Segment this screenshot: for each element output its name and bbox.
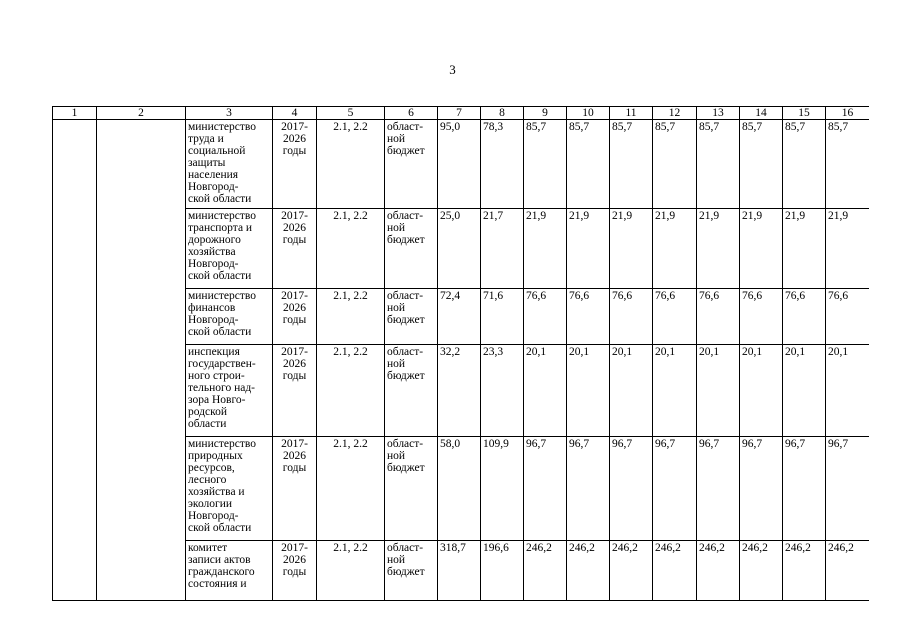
value-cell: 85,7 (697, 120, 740, 209)
column-header: 11 (610, 107, 653, 120)
period-cell-line: 2017- (281, 210, 308, 222)
period-cell-line: 2017- (281, 542, 308, 554)
value-cell: 20,1 (567, 345, 610, 437)
period-cell-line: 2017- (281, 346, 308, 358)
funding-source-cell-line: бюджет (387, 234, 425, 246)
executor-cell-line: ской области (188, 270, 252, 282)
value-cell: 72,4 (438, 289, 481, 345)
funding-source-cell-line: бюджет (387, 145, 425, 157)
value-cell: 246,2 (783, 541, 826, 601)
value-cell: 76,6 (653, 289, 697, 345)
value-cell: 78,3 (481, 120, 524, 209)
executor-cell-line: зора Новго- (188, 394, 246, 406)
empty-cell-col2 (97, 120, 186, 601)
value-cell: 246,2 (610, 541, 653, 601)
column-header: 7 (438, 107, 481, 120)
funding-source-cell (385, 345, 438, 437)
executor-cell-line: государствен- (188, 358, 256, 370)
executor-cell-line: Новгород- (188, 510, 239, 522)
funding-source-cell-line: бюджет (387, 566, 425, 578)
value-cell: 23,3 (481, 345, 524, 437)
executor-cell (186, 541, 273, 601)
value-cell: 20,1 (697, 345, 740, 437)
column-header: 1 (53, 107, 97, 120)
executor-cell-line: министерство (188, 121, 256, 133)
column-header: 13 (697, 107, 740, 120)
executor-cell-line: министерство (188, 290, 256, 302)
value-cell: 246,2 (697, 541, 740, 601)
funding-source-cell-line: ной (387, 222, 406, 234)
value-cell: 76,6 (826, 289, 870, 345)
funding-source-cell-line: област- (387, 542, 424, 554)
funding-source-cell-line: област- (387, 290, 424, 302)
value-cell: 21,9 (826, 209, 870, 289)
value-cell: 76,6 (783, 289, 826, 345)
column-header: 5 (317, 107, 385, 120)
task-number-cell: 2.1, 2.2 (317, 289, 385, 345)
period-cell-line: 2026 (283, 302, 306, 314)
value-cell: 21,9 (524, 209, 567, 289)
funding-source-cell-line: област- (387, 210, 424, 222)
value-cell: 109,9 (481, 437, 524, 541)
value-cell: 196,6 (481, 541, 524, 601)
executor-cell-line: защиты (188, 157, 226, 169)
executor-cell-line: социальной (188, 145, 246, 157)
value-cell: 25,0 (438, 209, 481, 289)
value-cell: 76,6 (610, 289, 653, 345)
value-cell: 21,7 (481, 209, 524, 289)
value-cell: 246,2 (653, 541, 697, 601)
value-cell: 85,7 (653, 120, 697, 209)
value-cell: 246,2 (567, 541, 610, 601)
funding-source-cell-line: ной (387, 450, 406, 462)
task-number-cell: 2.1, 2.2 (317, 345, 385, 437)
funding-source-cell-line: бюджет (387, 462, 425, 474)
executor-cell-line: тельного над- (188, 382, 256, 394)
value-cell: 20,1 (740, 345, 783, 437)
value-cell: 76,6 (524, 289, 567, 345)
period-cell-line: 2026 (283, 450, 306, 462)
executor-cell (186, 437, 273, 541)
task-number-cell: 2.1, 2.2 (317, 209, 385, 289)
period-cell-line: 2026 (283, 133, 306, 145)
funding-source-cell-line: област- (387, 438, 424, 450)
table-body (53, 120, 870, 601)
executor-cell-line: дорожного (188, 234, 241, 246)
executor-cell-line: ской области (188, 522, 252, 534)
value-cell: 76,6 (740, 289, 783, 345)
executor-cell-line: лесного (188, 474, 227, 486)
executor-cell-line: ного строи- (188, 370, 245, 382)
value-cell: 96,7 (783, 437, 826, 541)
task-number-cell: 2.1, 2.2 (317, 120, 385, 209)
column-header: 16 (826, 107, 870, 120)
executor-cell-line: труда и (188, 133, 224, 145)
value-cell: 85,7 (740, 120, 783, 209)
value-cell: 96,7 (653, 437, 697, 541)
executor-cell-line: финансов (188, 302, 236, 314)
value-cell: 20,1 (610, 345, 653, 437)
funding-source-cell-line: ной (387, 554, 406, 566)
value-cell: 20,1 (653, 345, 697, 437)
value-cell: 96,7 (567, 437, 610, 541)
value-cell: 96,7 (610, 437, 653, 541)
executor-cell-line: комитет (188, 542, 228, 554)
value-cell: 21,9 (610, 209, 653, 289)
value-cell: 32,2 (438, 345, 481, 437)
executor-cell-line: инспекция (188, 346, 240, 358)
column-header: 15 (783, 107, 826, 120)
executor-cell-line: населения (188, 169, 239, 181)
period-cell (273, 120, 317, 209)
executor-cell-line: гражданского (188, 566, 255, 578)
value-cell: 96,7 (524, 437, 567, 541)
period-cell-line: годы (282, 462, 307, 474)
funding-source-cell-line: бюджет (387, 370, 425, 382)
value-cell: 71,6 (481, 289, 524, 345)
period-cell-line: 2017- (281, 290, 308, 302)
value-cell: 21,9 (567, 209, 610, 289)
executor-cell (186, 120, 273, 209)
task-number-cell: 2.1, 2.2 (317, 541, 385, 601)
value-cell: 21,9 (783, 209, 826, 289)
funding-source-cell-line: област- (387, 121, 424, 133)
column-header: 8 (481, 107, 524, 120)
funding-source-cell (385, 209, 438, 289)
value-cell: 95,0 (438, 120, 481, 209)
period-cell (273, 289, 317, 345)
funding-source-cell-line: област- (387, 346, 424, 358)
value-cell: 85,7 (610, 120, 653, 209)
value-cell: 318,7 (438, 541, 481, 601)
executor-cell-line: записи актов (188, 554, 251, 566)
table-row (53, 120, 870, 209)
value-cell: 85,7 (524, 120, 567, 209)
executor-cell-line: экологии (188, 498, 233, 510)
value-cell: 85,7 (783, 120, 826, 209)
executor-cell-line: министерство (188, 438, 256, 450)
period-cell-line: 2026 (283, 222, 306, 234)
value-cell: 20,1 (826, 345, 870, 437)
executor-cell-line: состояния и (188, 578, 247, 590)
period-cell-line: 2017- (281, 121, 308, 133)
column-header: 6 (385, 107, 438, 120)
executor-cell-line: ской области (188, 193, 252, 205)
value-cell: 246,2 (524, 541, 567, 601)
task-number-cell: 2.1, 2.2 (317, 437, 385, 541)
table-container (52, 106, 869, 640)
executor-cell-line: хозяйства (188, 246, 236, 258)
value-cell: 85,7 (567, 120, 610, 209)
executor-cell-line: Новгород- (188, 314, 239, 326)
funding-source-cell (385, 120, 438, 209)
period-cell (273, 541, 317, 601)
executor-cell-line: транспорта и (188, 222, 253, 234)
value-cell: 76,6 (567, 289, 610, 345)
executor-cell (186, 345, 273, 437)
column-header: 14 (740, 107, 783, 120)
period-cell-line: годы (282, 234, 307, 246)
budget-table (52, 106, 869, 601)
value-cell: 96,7 (740, 437, 783, 541)
empty-cell-col1 (53, 120, 97, 601)
value-cell: 96,7 (826, 437, 870, 541)
funding-source-cell (385, 289, 438, 345)
period-cell-line: годы (282, 314, 307, 326)
value-cell: 58,0 (438, 437, 481, 541)
executor-cell-line: хозяйства и (188, 486, 245, 498)
period-cell-line: годы (282, 566, 307, 578)
period-cell (273, 437, 317, 541)
page-number: 3 (449, 62, 456, 77)
funding-source-cell (385, 437, 438, 541)
funding-source-cell-line: ной (387, 302, 406, 314)
executor-cell-line: природных (188, 450, 243, 462)
period-cell (273, 345, 317, 437)
value-cell: 20,1 (524, 345, 567, 437)
value-cell: 246,2 (826, 541, 870, 601)
funding-source-cell-line: бюджет (387, 314, 425, 326)
value-cell: 76,6 (697, 289, 740, 345)
value-cell: 85,7 (826, 120, 870, 209)
value-cell: 96,7 (697, 437, 740, 541)
executor-cell (186, 209, 273, 289)
header-row (53, 107, 870, 120)
executor-cell-line: ресурсов, (188, 462, 235, 474)
column-header: 3 (186, 107, 273, 120)
value-cell: 21,9 (740, 209, 783, 289)
executor-cell-line: области (188, 418, 227, 430)
executor-cell (186, 289, 273, 345)
column-header: 10 (567, 107, 610, 120)
period-cell-line: 2026 (283, 554, 306, 566)
period-cell (273, 209, 317, 289)
value-cell: 21,9 (697, 209, 740, 289)
period-cell-line: годы (282, 370, 307, 382)
period-cell-line: 2017- (281, 438, 308, 450)
column-header: 4 (273, 107, 317, 120)
funding-source-cell-line: ной (387, 358, 406, 370)
column-header: 12 (653, 107, 697, 120)
executor-cell-line: Новгород- (188, 258, 239, 270)
column-header: 9 (524, 107, 567, 120)
period-cell-line: 2026 (283, 358, 306, 370)
value-cell: 21,9 (653, 209, 697, 289)
executor-cell-line: министерство (188, 210, 256, 222)
executor-cell-line: родской (188, 406, 228, 418)
executor-cell-line: ской области (188, 326, 252, 338)
column-header: 2 (97, 107, 186, 120)
executor-cell-line: Новгород- (188, 181, 239, 193)
funding-source-cell (385, 541, 438, 601)
funding-source-cell-line: ной (387, 133, 406, 145)
value-cell: 246,2 (740, 541, 783, 601)
value-cell: 20,1 (783, 345, 826, 437)
period-cell-line: годы (282, 145, 307, 157)
